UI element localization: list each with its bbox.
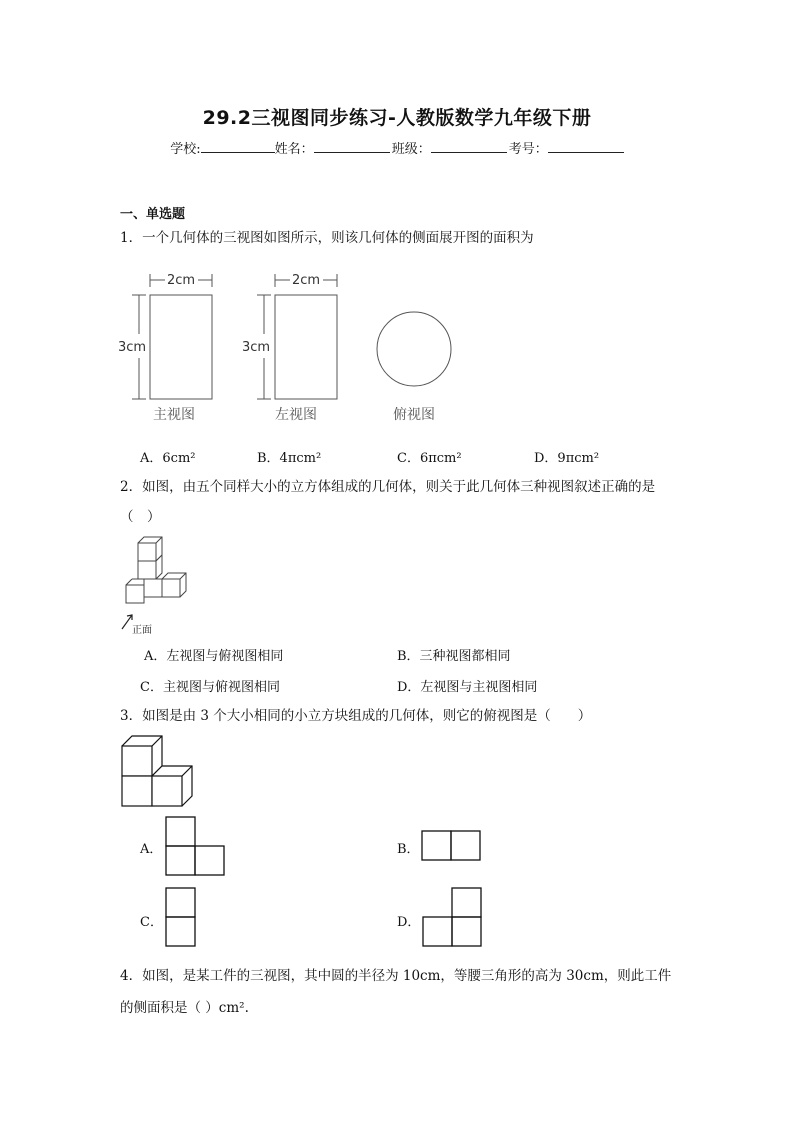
front-height-label: 3cm	[118, 340, 147, 355]
question-3-option-d-figure[interactable]	[421, 886, 485, 948]
question-3-option-b-label[interactable]: B．	[397, 842, 420, 857]
question-1-option-d[interactable]: D．9πcm²	[534, 451, 600, 466]
question-2-option-a[interactable]: A．左视图与俯视图相同	[144, 649, 284, 664]
question-2-text: 2．如图，由五个同样大小的立方体组成的几何体，则关于此几何体三种视图叙述正确的是	[120, 479, 656, 495]
question-4-text-continued: 的侧面积是（ ）cm².	[120, 1000, 249, 1016]
front-direction-label: 正面	[132, 625, 152, 635]
exam-no-blank	[548, 139, 624, 153]
class-label: 班级：	[391, 142, 431, 157]
question-2-option-c[interactable]: C．主视图与俯视图相同	[140, 680, 280, 695]
question-2-figure	[118, 535, 188, 635]
question-3-option-a-label[interactable]: A．	[140, 842, 163, 857]
question-1-option-b[interactable]: B．4πcm²	[257, 451, 322, 466]
question-2-option-b[interactable]: B．三种视图都相同	[397, 649, 511, 664]
question-3-option-c-label[interactable]: C．	[140, 915, 163, 930]
left-width-label: 2cm	[291, 273, 321, 288]
school-label: 学校:	[170, 142, 201, 157]
left-height-label: 3cm	[242, 340, 271, 355]
question-3-option-b-figure[interactable]	[420, 829, 484, 862]
question-3-figure	[118, 734, 198, 810]
front-view-label: 主视图	[153, 407, 195, 423]
question-1-option-a[interactable]: A．6cm²	[140, 451, 196, 466]
question-3-option-a-figure[interactable]	[164, 815, 226, 877]
school-blank	[201, 139, 275, 153]
class-blank	[431, 139, 507, 153]
question-2-bracket: （ ）	[120, 509, 161, 525]
name-blank	[314, 139, 390, 153]
question-4-text: 4．如图，是某工件的三视图，其中圆的半径为 10cm，等腰三角形的高为 30cm，则此工件	[120, 968, 672, 984]
question-2-option-d[interactable]: D．左视图与主视图相同	[397, 680, 538, 695]
question-3-text: 3．如图是由 3 个大小相同的小立方块组成的几何体，则它的俯视图是（ ）	[120, 708, 592, 724]
question-3-option-d-label[interactable]: D．	[397, 915, 421, 930]
name-label: 姓名：	[274, 142, 314, 157]
page-title: 29.2三视图同步练习-人教版数学九年级下册	[202, 107, 592, 129]
section-heading: 一、单选题	[120, 207, 186, 222]
student-info-line	[0, 138, 794, 157]
question-1-option-c[interactable]: C．6πcm²	[397, 451, 462, 466]
question-1-text: 1．一个几何体的三视图如图所示，则该几何体的侧面展开图的面积为	[120, 230, 534, 246]
question-1-figure	[110, 262, 470, 432]
question-3-option-c-figure[interactable]	[164, 886, 197, 948]
exam-no-label: 考号：	[508, 142, 548, 157]
top-view-label: 俯视图	[393, 407, 435, 423]
left-view-label: 左视图	[275, 407, 317, 423]
front-width-label: 2cm	[166, 273, 196, 288]
